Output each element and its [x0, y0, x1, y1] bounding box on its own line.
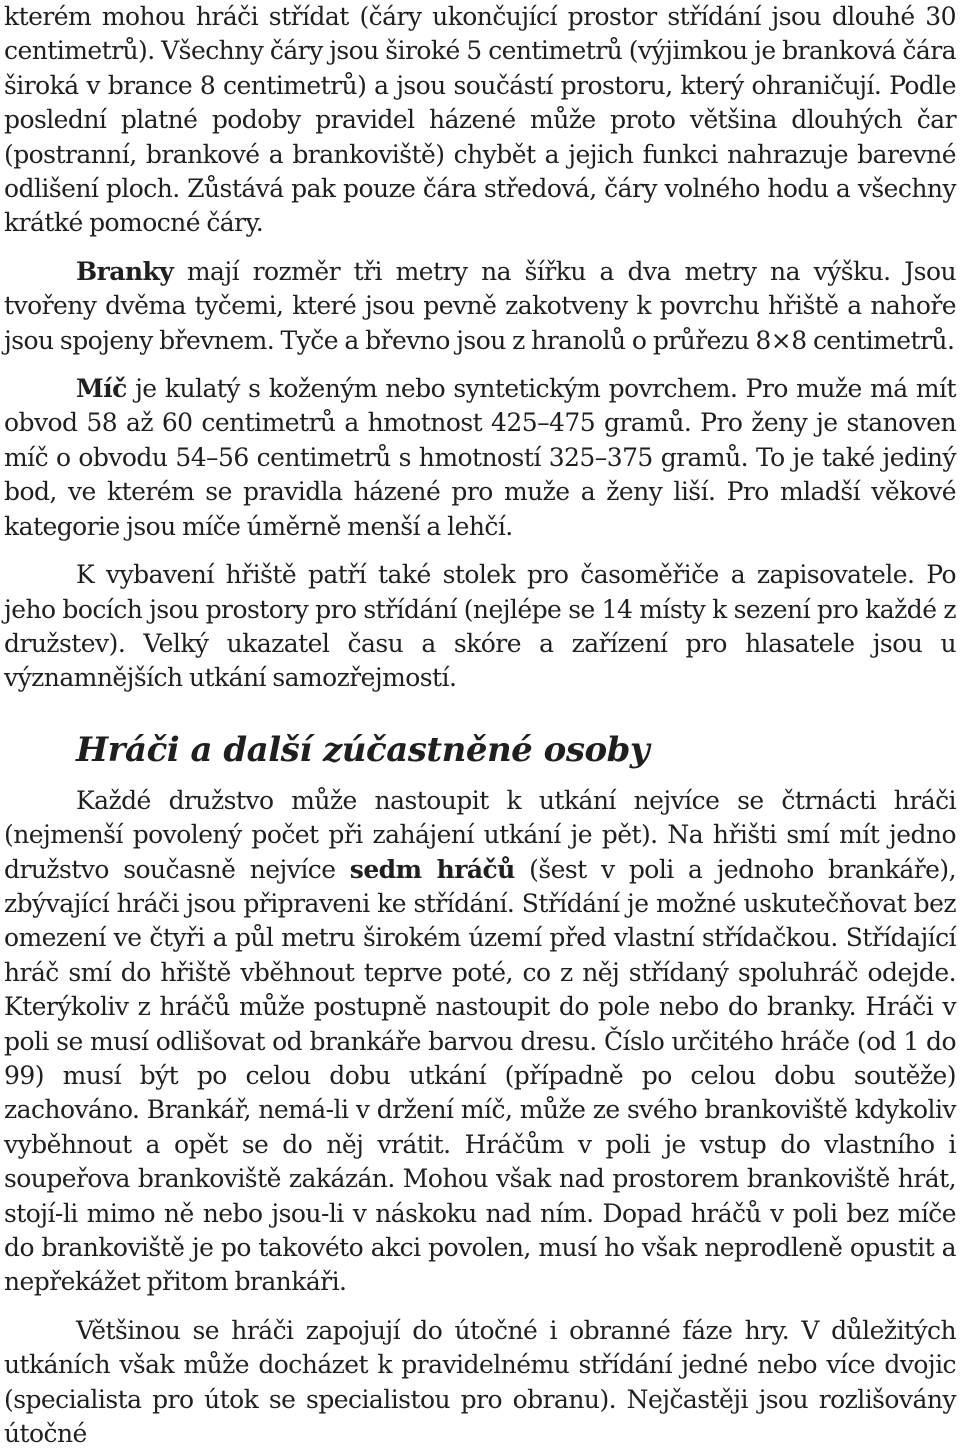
paragraph-text: (šest v poli a jednoho brankáře), zbývající hráči jsou připraveni ke střídání. Střídání je možné uskutečňovat bez omezení ve čtyři a půl metru širokém území před vlastní střídačkou. Střídající hráč smí do hřiště vběhnout teprve poté, co z něj střídaný spoluhráč odejde. Kterýkoliv z hráčů může postupně nastoupit do pole nebo do branky. Hráči v poli se musí odlišovat od brankáře barvou dresu. Číslo určitého hráče (od 1 do 99) musí být po celou dobu utkání (případně po celou dobu soutěže) zachováno. Brankář, nemá-li v držení míč, může ze svého brankoviště kdykoliv vyběhnout a opět se do něj vrátit. Hráčům v poli je vstup do vlastního i soupeřova brankoviště zakázán. Mohou však nad prostorem brankoviště hrát, stojí-li mimo ně nebo jsou-li v náskoku nad ním. Dopad hráčů v poli bez míče do brankoviště je po takovéto akci povolen, musí ho však neprodleně opustit a nepřekážet přitom brankáři.: [4, 854, 957, 1297]
term-mic: Míč: [76, 374, 127, 404]
section-heading: Hráči a další zúčastněné osoby: [76, 729, 650, 770]
paragraph-text: K vybavení hřiště patří také stolek pro časoměřiče a zapisovatele. Po jeho bocích jsou prostory pro střídání (nejlépe se 14 místy k sezení pro každé z družstev). Velký ukazatel času a skóre a zařízení pro hlasatele jsou u významnějších utkání samozřejmostí.: [4, 560, 956, 693]
paragraph-lines: [4, 0, 956, 241]
document-page: [4, 0, 956, 1451]
paragraph-text: je kulatý s koženým nebo syntetickým povrchem. Pro muže má mít obvod 58 až 60 centimetrů a hmotnost 425–475 gramů. Pro ženy je stanoven míč o obvodu 54–56 centimetrů s hmotností 325–375 gramů. To je také jediný bod, ve kterém se pravidla házené pro muže a ženy liší. Pro mladší věkové kategorie jsou míče úměrně menší a lehčí.: [4, 374, 956, 541]
term-sedm-hracu: sedm hráčů: [349, 854, 515, 884]
paragraph-branky: [4, 255, 956, 358]
paragraph-text: Většinou se hráči zapojují do útočné i obranné fáze hry. V důležitých utkáních však může docházet k pravidelnému střídání jedné nebo více dvojic (specialista pro útok se specialistou pro obranu). Nejčastěji jsou rozlišovány útočné: [4, 1315, 956, 1449]
paragraph-mic: [4, 372, 956, 544]
paragraph-vetsinou: [4, 1314, 956, 1451]
paragraph-text: Každé družstvo může nastoupit k utkání nejvíce se čtrnácti hráči (nejmenší povolený počet při zahájení utkání je pět). Na hřišti smí mít jedno družstvo současně nejvíce: [4, 785, 956, 884]
term-branky: Branky: [76, 256, 174, 286]
paragraph-hraci: [4, 784, 956, 1300]
paragraph-vybaveni: [4, 558, 956, 696]
paragraph-text: mají rozměr tři metry na šířku a dva metry na výšku. Jsou tvořeny dvěma tyčemi, které jsou pevně zakotveny k povrchu hřiště a nahoře jsou spojeny břevnem. Tyče a břevno jsou z hranolů o průřezu 8×8 centimetrů.: [4, 256, 956, 355]
paragraph-text: kterém mohou hráči střídat (čáry ukončující prostor střídání jsou dlouhé 30 centimetrů). Všechny čáry jsou široké 5 centimetrů (výjimkou je branková čára široká v brance 8 centimetrů) a jsou součástí prostoru, který ohraničují. Podle poslední platné podoby pravidel házené může proto většina dlouhých čar (postranní, brankové a brankoviště) chybět a jejich funkci nahrazuje barevné odlišení ploch. Zůstává pak pouze čára středová, čáry volného hodu a všechny krátké pomocné čáry.: [4, 2, 956, 238]
